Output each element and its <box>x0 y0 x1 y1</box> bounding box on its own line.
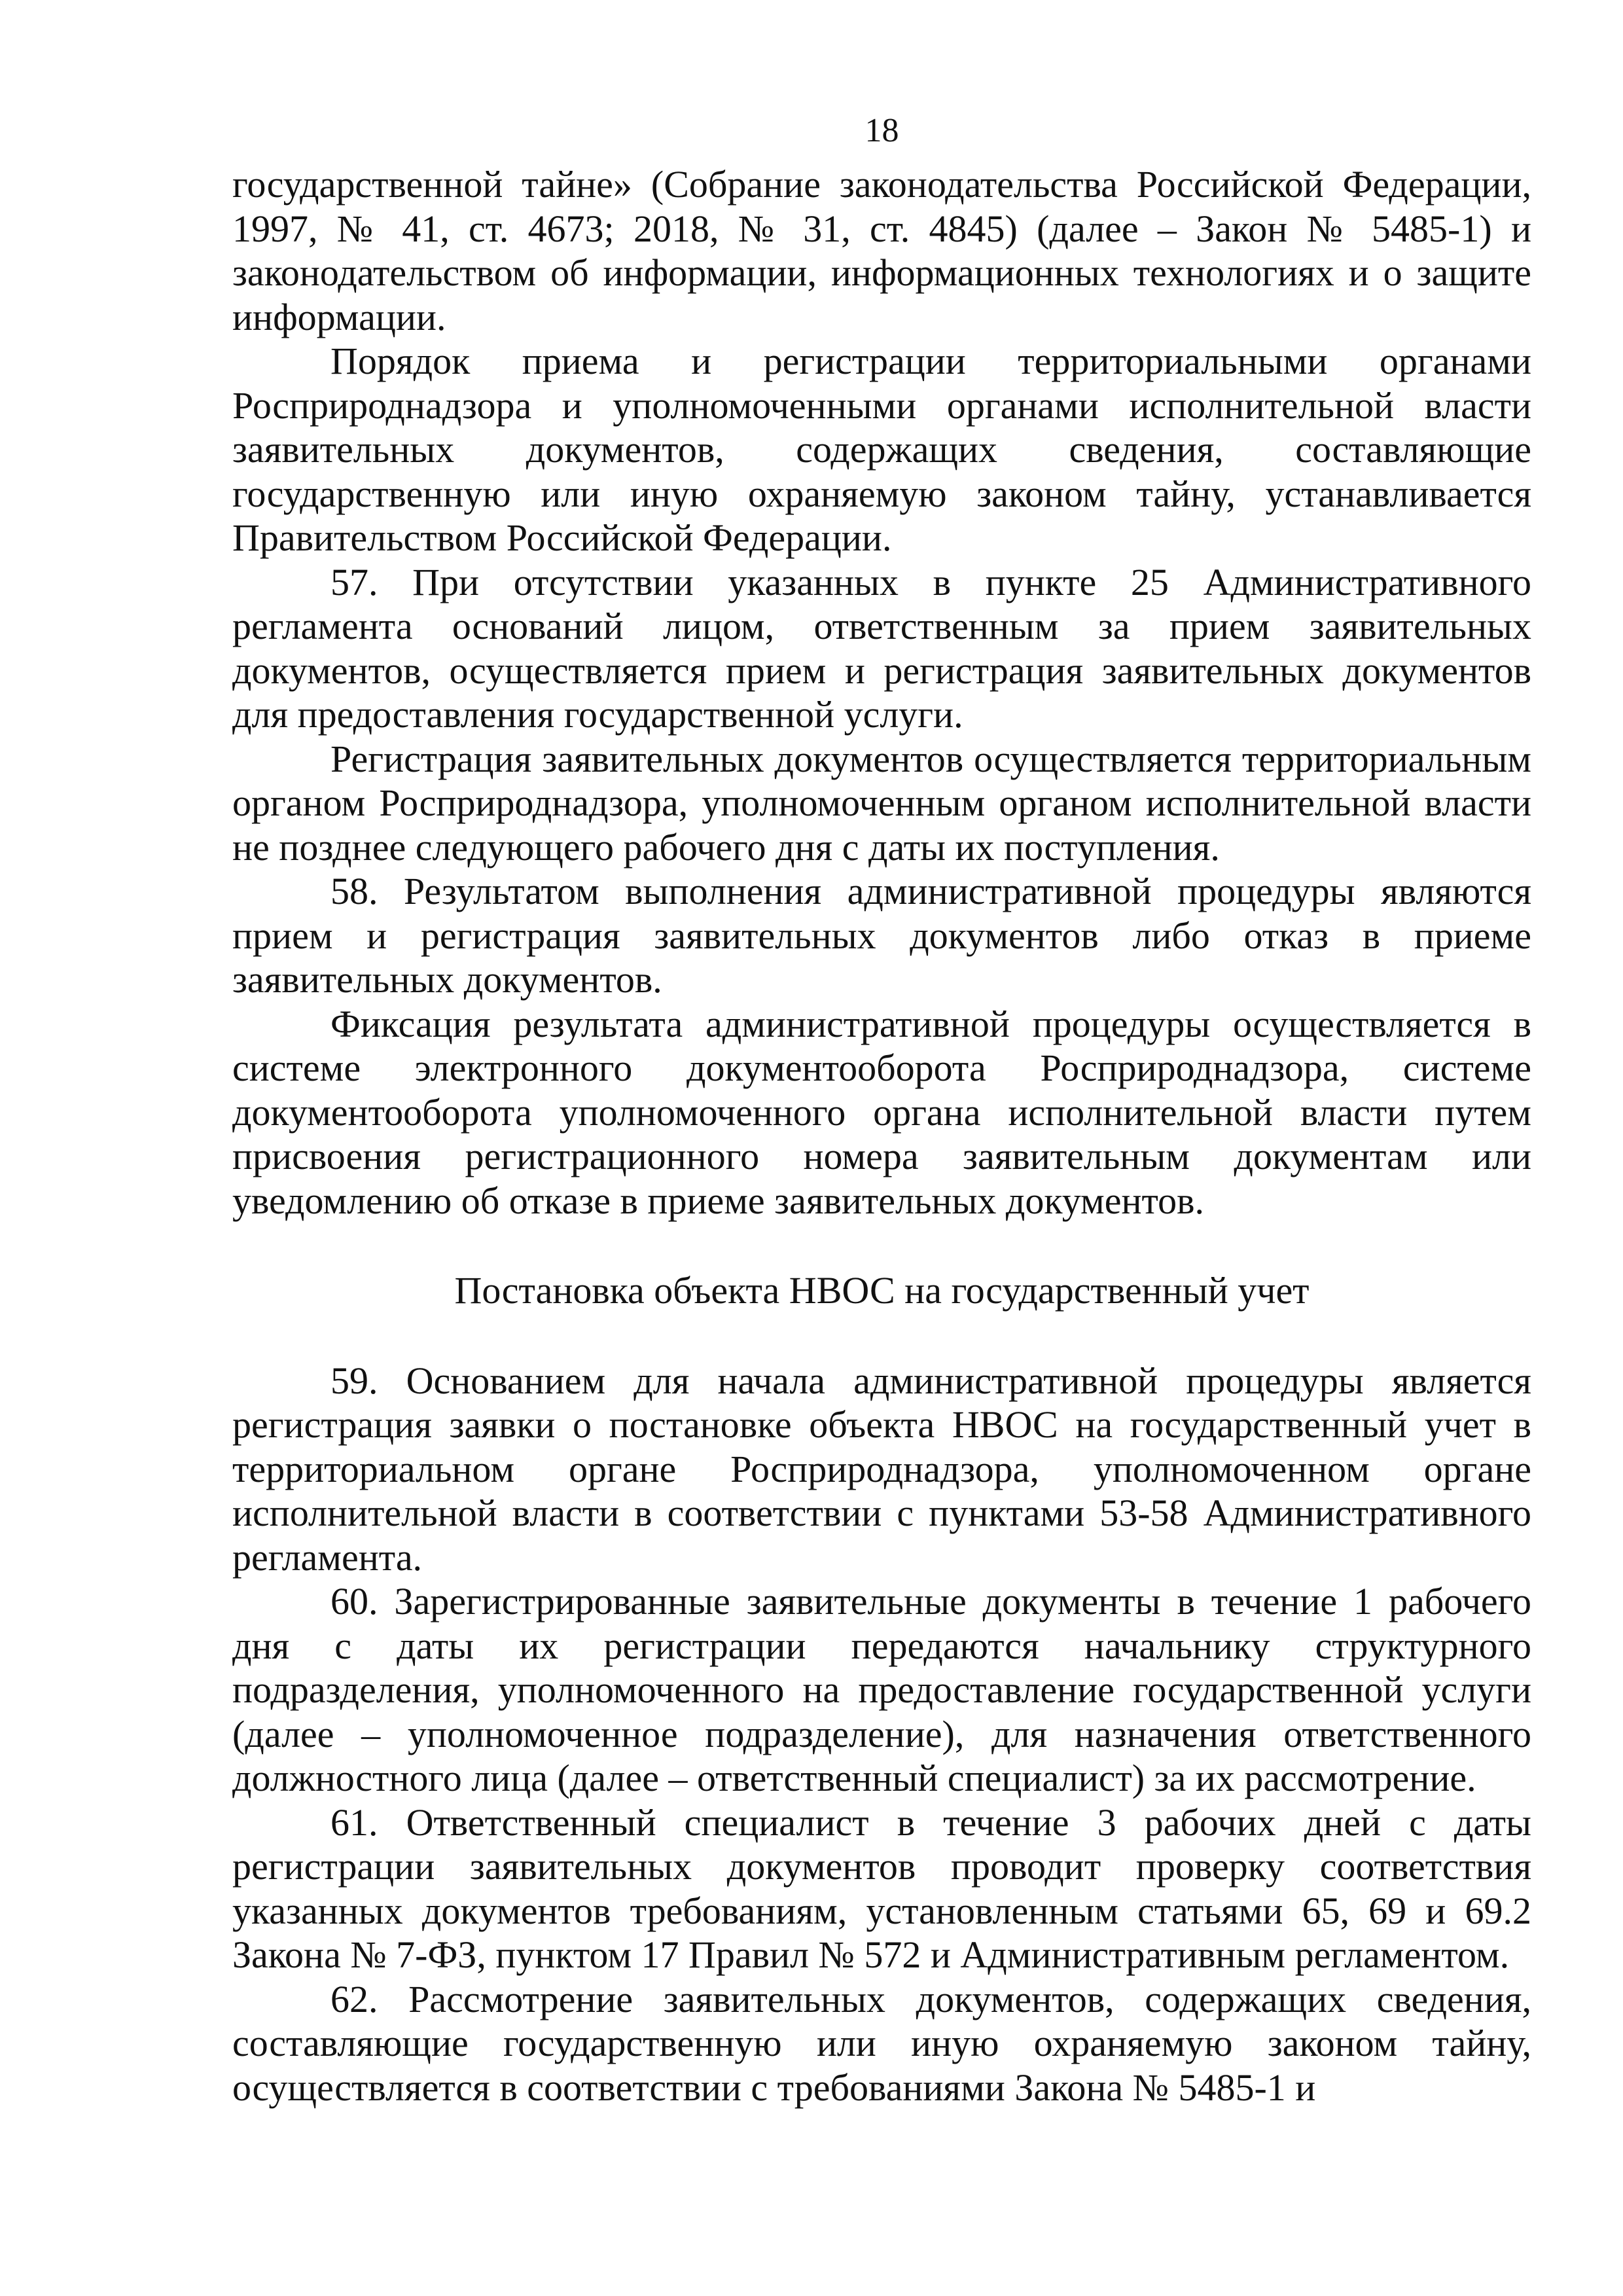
page-number: 18 <box>865 112 899 149</box>
paragraph-continuation: государственной тайне» (Собрание законодательства Российской Федерации, 1997, № 41, ст. 4673; 2018, № 31, ст. 4845) (далее – Закон № 5485-1) и законодательством об информации, информационных технологиях и о защите информации. <box>232 163 1531 338</box>
paragraph-registration-order: Порядок приема и регистрации территориальными органами Росприроднадзора и уполномоченными органами исполнительной власти заявительных документов, содержащих сведения, составляющие государственную или иную охраняемую законом тайну, устанавливается Правительством Российской Федерации. <box>232 340 1531 559</box>
paragraph-57: 57. При отсутствии указанных в пункте 25 Административного регламента оснований лицом, ответственным за прием заявительных документов, осуществляется прием и регистрация заявительных документов для предоставления государственной услуги. <box>232 560 1531 736</box>
document-page <box>232 110 1531 2109</box>
paragraph-registration-deadline: Регистрация заявительных документов осуществляется территориальным органом Росприроднадзора, уполномоченным органом исполнительной власти не позднее следующего рабочего дня с даты их поступления. <box>232 737 1531 869</box>
paragraph-result-fixation: Фиксация результата административной процедуры осуществляется в системе электронного документооборота Росприроднадзора, системе документооборота уполномоченного органа исполнительной власти путем присвоения регистрационного номера заявительным документам или уведомлению об отказе в приеме заявительных документов. <box>232 1002 1531 1222</box>
paragraph-59: 59. Основанием для начала административной процедуры является регистрация заявки о постановке объекта НВОС на государственный учет в территориальном органе Росприроднадзора, уполномоченном органе исполнительной власти в соответствии с пунктами 53-58 Административного регламента. <box>232 1359 1531 1579</box>
paragraph-62: 62. Рассмотрение заявительных документов, содержащих сведения, составляющие государственную или иную охраняемую законом тайну, осуществляется в соответствии с требованиями Закона № 5485-1 и <box>232 1977 1531 2109</box>
section-heading: Постановка объекта НВОС на государственный учет <box>454 1269 1310 1312</box>
paragraph-58: 58. Результатом выполнения административной процедуры являются прием и регистрация заявительных документов либо отказ в приеме заявительных документов. <box>232 870 1531 1001</box>
paragraph-61: 61. Ответственный специалист в течение 3 рабочих дней с даты регистрации заявительных документов проводит проверку соответствия указанных документов требованиям, установленным статьями 65, 69 и 69.2 Закона № 7-ФЗ, пунктом 17 Правил № 572 и Административным регламентом. <box>232 1801 1531 1976</box>
paragraph-60: 60. Зарегистрированные заявительные документы в течение 1 рабочего дня с даты их регистрации передаются начальнику структурного подразделения, уполномоченного на предоставление государственной услуги (далее – уполномоченное подразделение), для назначения ответственного должностного лица (далее – ответственный специалист) за их рассмотрение. <box>232 1580 1531 1799</box>
